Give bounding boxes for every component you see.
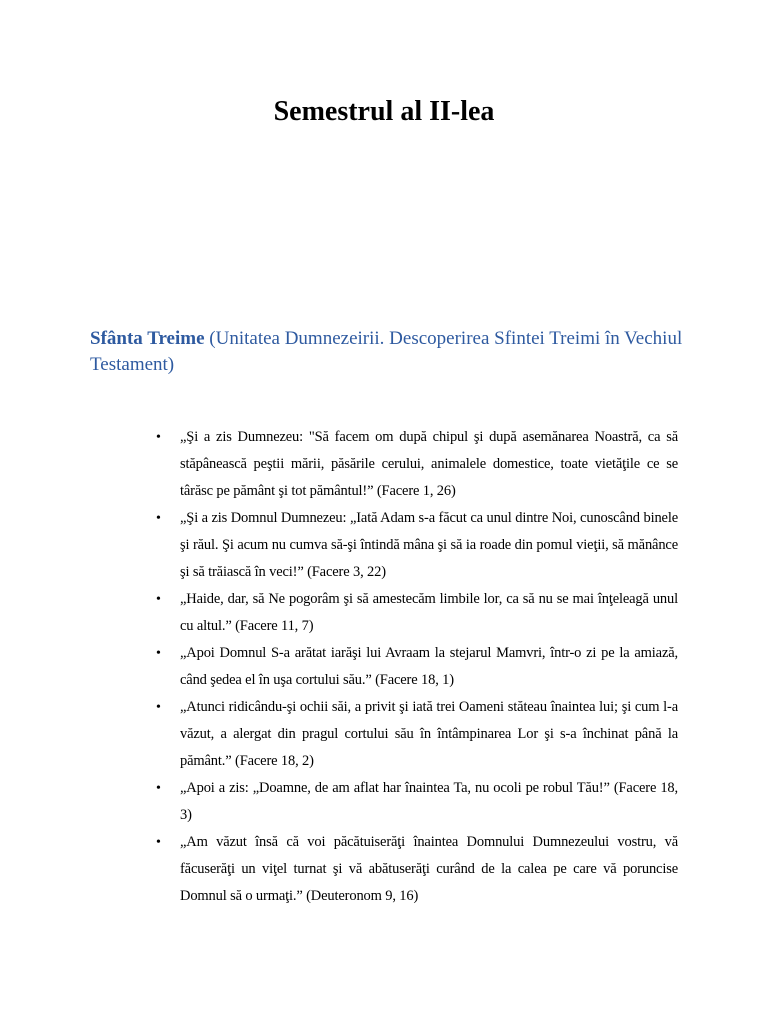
section-heading-strong: Sfânta Treime xyxy=(90,328,205,349)
quote-text: „Apoi a zis: „Doamne, de am aflat har înaintea Ta, nu ocoli pe robul Tău!” (Facere 18, 3) xyxy=(180,780,678,823)
bullet-icon: • xyxy=(156,592,161,607)
bullet-icon: • xyxy=(156,700,161,715)
bullet-icon: • xyxy=(156,430,161,445)
quote-text: „Haide, dar, să Ne pogorâm şi să amestecăm limbile lor, ca să nu se mai înţeleagă unul cu altul.” (Facere 11, 7) xyxy=(180,591,678,634)
bullet-icon: • xyxy=(156,511,161,526)
quote-text: „Apoi Domnul S-a arătat iarăşi lui Avraam la stejarul Mamvri, într-o zi pe la amiază, când şedea el în uşa cortului său.” (Facere 18, 1) xyxy=(180,645,678,688)
list-item xyxy=(156,424,678,505)
bullet-icon: • xyxy=(156,646,161,661)
quote-text: „Şi a zis Domnul Dumnezeu: „Iată Adam s-a făcut ca unul dintre Noi, cunoscând binele şi răul. Şi acum nu cumva să-şi întindă mâna şi să ia roade din pomul vieţii, să mănânce şi să trăiască în veci!” (Facere 3, 22) xyxy=(180,510,678,580)
page-title: Semestrul al II-lea xyxy=(273,96,495,127)
list-item xyxy=(156,505,678,586)
section-heading-rest: (Unitatea Dumnezeirii. Descoperirea Sfintei Treimi în Vechiul Testament) xyxy=(90,328,683,375)
list-item xyxy=(156,586,678,640)
quote-list xyxy=(156,424,678,910)
bullet-icon: • xyxy=(156,835,161,850)
section-heading xyxy=(90,326,690,378)
list-item xyxy=(156,694,678,775)
quote-text: „Am văzut însă că voi păcătuiserăţi înaintea Domnului Dumnezeului vostru, vă făcuserăţi un viţel turnat şi vă abătuserăţi curând de la calea pe care vă poruncise Domnul să o urmaţi.” (Deuteronom 9, 16) xyxy=(180,834,678,904)
list-item xyxy=(156,640,678,694)
quote-text: „Atunci ridicându-şi ochii săi, a privit şi iată trei Oameni stăteau înaintea lui; şi cum l-a văzut, a alergat din pragul cortului său în întâmpinarea Lor şi s-a închinat până la pământ.” (Facere 18, 2) xyxy=(180,699,678,769)
list-item xyxy=(156,829,678,910)
list-item xyxy=(156,775,678,829)
bullet-icon: • xyxy=(156,781,161,796)
quote-text: „Şi a zis Dumnezeu: "Să facem om după chipul şi după asemănarea Noastră, ca să stăpânească peştii mării, păsările cerului, animalele domestice, toate vietăţile ce se târăsc pe pământ şi tot pământul!” (Facere 1, 26) xyxy=(180,429,678,499)
